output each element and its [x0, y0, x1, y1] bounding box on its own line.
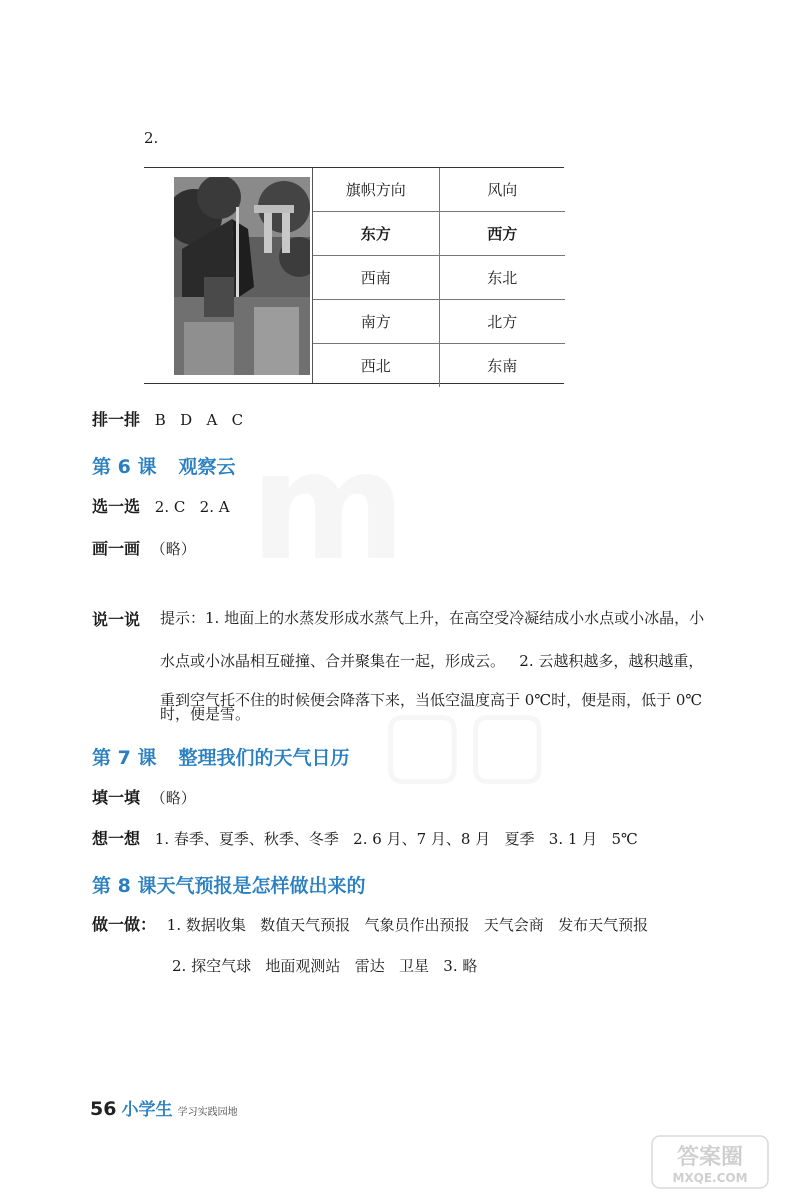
table-row	[313, 344, 565, 387]
choice-answer-line	[92, 496, 230, 518]
do-label: 做一做：	[92, 915, 157, 934]
lesson-6-title: 观察云	[178, 456, 236, 478]
ordering-answer-line	[92, 409, 243, 431]
lesson-6-heading	[92, 452, 235, 479]
site-logo	[650, 1132, 770, 1192]
lesson-6-number: 第 6 课	[92, 456, 157, 478]
ordering-label: 排一排	[92, 410, 141, 429]
think-answer: 1. 春季、夏季、秋季、冬季 2. 6 月、7 月、8 月 夏季 3. 1 月 5℃	[154, 830, 638, 848]
logo-graphic	[650, 1132, 770, 1192]
lesson-7-number: 第 7 课	[92, 747, 157, 769]
table-row	[313, 256, 565, 300]
background-watermark	[250, 420, 406, 594]
draw-answer: （略）	[150, 540, 196, 558]
lesson-7-title: 整理我们的天气日历	[178, 747, 350, 769]
logo-text-top: 答案圈	[676, 1145, 744, 1170]
flag-direction-cell: 西南	[360, 269, 391, 287]
choice-answer: 2. C 2. A	[154, 498, 230, 516]
flag-direction-cell: 西北	[360, 357, 391, 375]
explain-line-3: 重到空气托不住的时候便会降落下来，当低空温度高于 0℃时，便是雨，低于 0℃	[160, 691, 703, 709]
header-wind-direction: 风向	[439, 168, 566, 211]
footer-brand: 小学生	[121, 1100, 173, 1120]
wind-direction-cell: 东北	[439, 256, 566, 299]
explain-line-4: 时，便是雪。	[160, 705, 251, 723]
think-answer-line	[92, 828, 638, 850]
wind-direction-cell: 东南	[439, 344, 566, 387]
explain-label: 说一说	[92, 610, 141, 629]
flag-direction-cell: 南方	[360, 313, 391, 331]
lesson-8-heading	[92, 871, 365, 898]
table-header-row	[313, 168, 565, 212]
explain-line-2: 水点或小冰晶相互碰撞、合并聚集在一起，形成云。 2. 云越积越多，越积越重，	[160, 652, 704, 670]
header-flag-direction: 旗帜方向	[345, 181, 406, 199]
page-number: 56	[90, 1098, 117, 1120]
flag-photo-image	[174, 177, 310, 375]
explain-line-1: 提示：1. 地面上的水蒸发形成水蒸气上升，在高空受冷凝结成小水点或小冰晶，小	[160, 609, 705, 627]
do-answer-1: 1. 数据收集 数值天气预报 气象员作出预报 天气会商 发布天气预报	[166, 916, 649, 934]
footer-subtitle: 学习实践园地	[177, 1107, 238, 1118]
flag-direction-cell: 东方	[360, 225, 391, 243]
draw-answer-line	[92, 538, 196, 560]
draw-label: 画一画	[92, 539, 141, 558]
lesson-7-heading	[92, 743, 349, 770]
do-answer-line-2: 2. 探空气球 地面观测站 雷达 卫星 3. 略	[172, 957, 478, 975]
logo-text-bottom: MXQE.COM	[672, 1171, 748, 1185]
page-footer	[90, 1095, 238, 1120]
fill-label: 填一填	[92, 788, 141, 807]
wind-direction-cell: 北方	[439, 300, 566, 343]
fill-answer-line	[92, 787, 196, 809]
table-row	[313, 212, 565, 256]
ordering-answer: B D A C	[154, 411, 244, 429]
flag-photo	[174, 177, 310, 375]
do-answer-line-1	[92, 914, 648, 936]
lesson-8-title: 天气预报是怎样做出来的	[156, 875, 366, 897]
think-label: 想一想	[92, 829, 141, 848]
table-row	[313, 300, 565, 344]
question-number: 2.	[144, 129, 159, 147]
wind-direction-table	[144, 167, 564, 384]
wind-direction-cell: 西方	[439, 212, 566, 255]
choice-label: 选一选	[92, 497, 141, 516]
lesson-8-number: 第 8 课	[92, 875, 157, 897]
wind-table-grid	[312, 168, 565, 383]
fill-answer: （略）	[150, 789, 196, 807]
